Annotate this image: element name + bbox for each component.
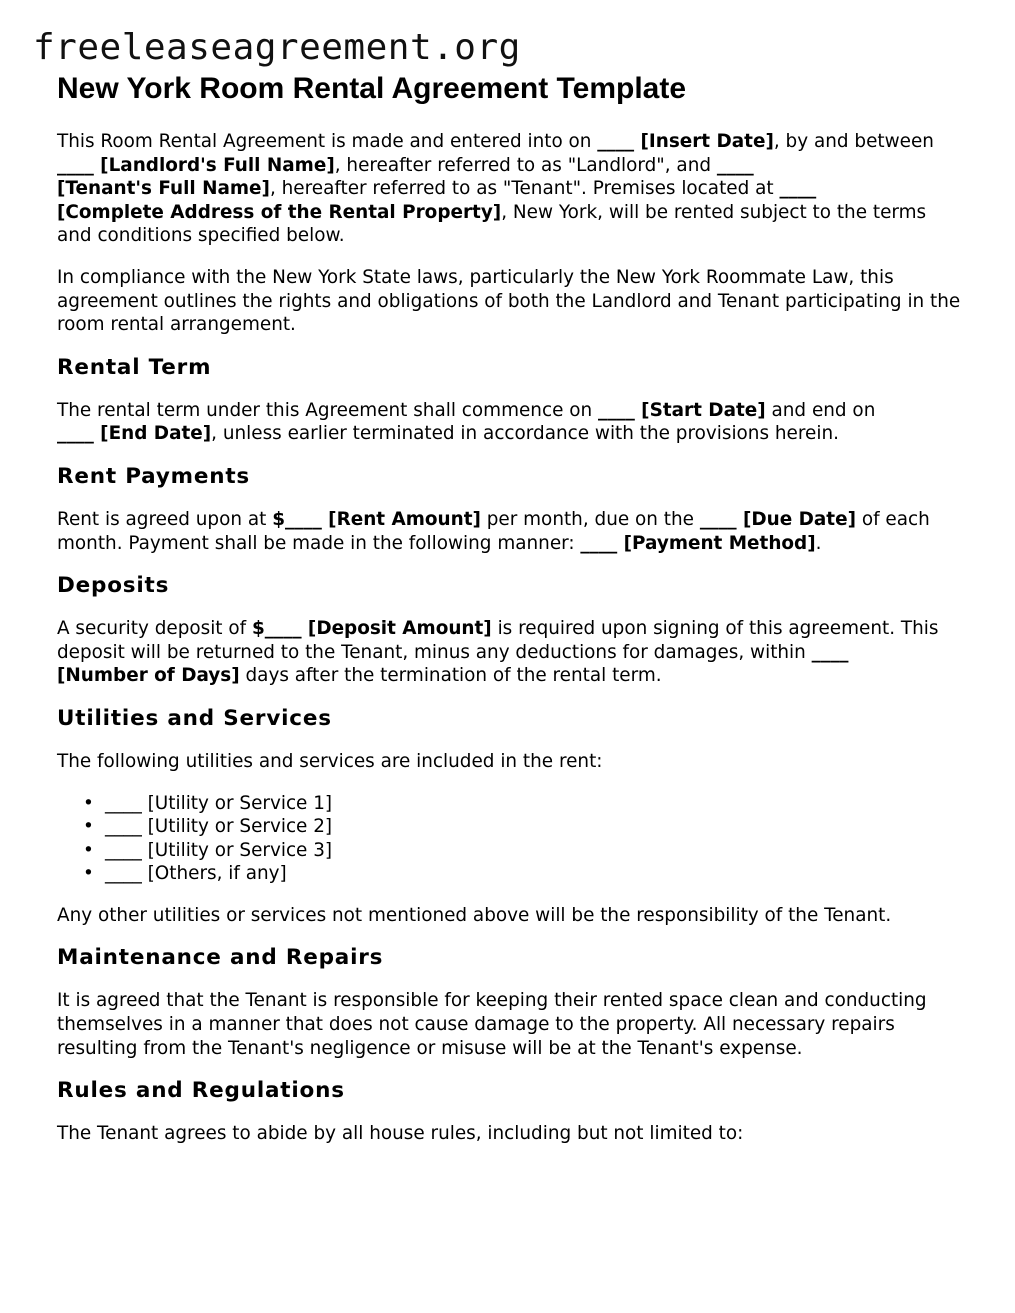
rental-term-heading: Rental Term [57,354,212,380]
blank: ____ [580,532,618,554]
deposits-heading: Deposits [57,573,170,599]
deposits-paragraph: A security deposit of $____ [Deposit Amount] is required upon signing of this agreement. This deposit will be returned to the Tenant, minus any deductions for damages, within ____ [Number of Days] days after the termination of the rental term. [57,618,939,687]
end-date-field: [End Date] [93,423,212,445]
tenant-name-field: [Tenant's Full Name] [57,178,270,200]
blank: ____ [598,399,635,421]
list-item: • ____ [Others, if any] [105,862,962,886]
rent-amount-field: $____ [Rent Amount] [272,508,481,530]
utilities-heading: Utilities and Services [57,705,332,731]
agreement-body [57,130,962,1164]
blank: ____ [57,423,94,445]
list-item: • ____ [Utility or Service 2] [105,815,962,839]
blank: ____ [811,641,849,663]
number-of-days-field: [Number of Days] [57,665,240,687]
list-item: • ____ [Utility or Service 3] [105,839,962,863]
rules-heading: Rules and Regulations [57,1078,345,1104]
due-date-field: [Due Date] [736,508,856,530]
payment-method-field: [Payment Method] [617,532,816,554]
blank: ____ [57,154,94,176]
rental-term-paragraph: The rental term under this Agreement shall commence on ____ [Start Date] and end on ____ [End Date], unless earlier terminated in accordance with the provisions herein. [57,399,876,445]
landlord-name-field: [Landlord's Full Name] [93,154,335,176]
blank: ____ [699,508,737,530]
compliance-paragraph: In compliance with the New York State laws, particularly the New York Roommate Law, this agreement outlines the rights and obligations of both the Landlord and Tenant participating in the room rental arrangement. [57,266,961,336]
rent-payments-paragraph: Rent is agreed upon at $____ [Rent Amount] per month, due on the ____ [Due Date] of each month. Payment shall be made in the following manner: ____ [Payment Method]. [57,508,930,554]
list-item: • ____ [Utility or Service 1] [105,792,962,816]
maintenance-paragraph: It is agreed that the Tenant is responsible for keeping their rented space clean and conducting themselves in a manner that does not cause damage to the property. All necessary repairs resulting from the Tenant's negligence or misuse will be at the Tenant's expense. [57,990,927,1059]
utilities-list [57,792,962,886]
maintenance-heading: Maintenance and Repairs [57,945,384,971]
intro-paragraph: This Room Rental Agreement is made and entered into on ____ [Insert Date], by and between ____ [Landlord's Full Name], hereafter referred to as "Landlord", and ____ [Tenant's Full Name], hereafter referred to as "Tenant". Premises located at ____ [Complete Address of the Rental Property], New York, will be rented subject to the terms and conditions specified below. [57,131,934,247]
property-address-field: [Complete Address of the Rental Property] [57,201,502,223]
blank: ____ [597,131,635,152]
blank: ____ [716,154,754,176]
rules-paragraph: The Tenant agrees to abide by all house rules, including but not limited to: [57,1123,744,1145]
site-watermark: freeleaseagreement.org [33,27,521,68]
start-date-field: [Start Date] [634,399,766,421]
insert-date-field: [Insert Date] [634,131,774,152]
utilities-outro: Any other utilities or services not mentioned above will be the responsibility of the Tenant. [57,904,892,926]
page-title: New York Room Rental Agreement Template [57,72,687,105]
deposit-amount-field: $____ [Deposit Amount] [251,618,492,640]
rent-payments-heading: Rent Payments [57,463,251,489]
utilities-intro: The following utilities and services are included in the rent: [57,750,603,772]
blank: ____ [779,178,817,200]
